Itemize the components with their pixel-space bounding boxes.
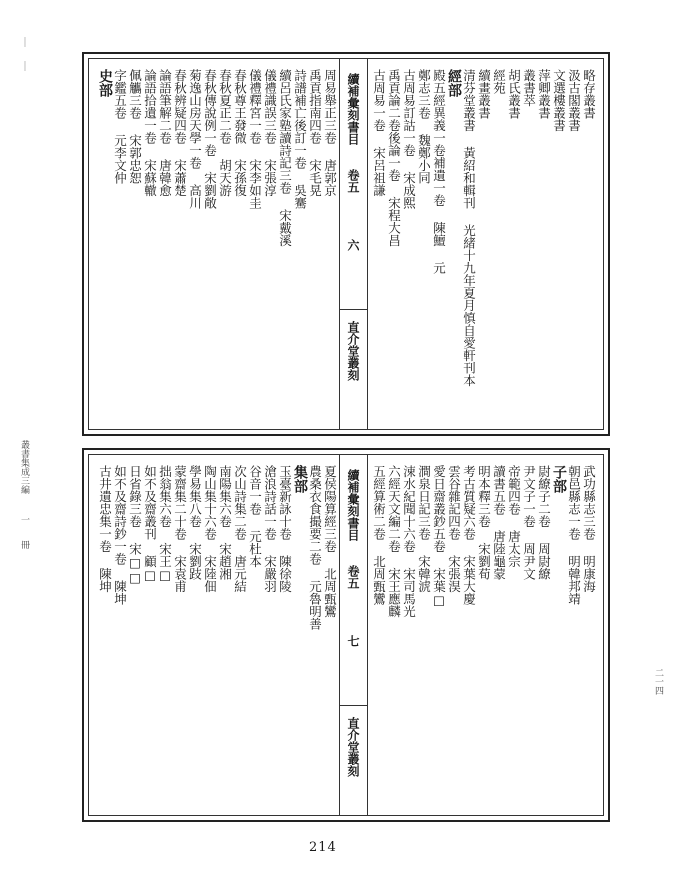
bottom-entry: 六經天文編二卷 宋王應麟	[386, 465, 402, 618]
top-entry: 清芬堂叢書 黃紹和輯刊 光緒十九年夏月慎自愛軒刊本	[461, 69, 477, 387]
lower-leaf-frame	[88, 454, 604, 816]
upper-banner-title: 續補彙刻書目	[346, 73, 360, 145]
top-entry: 萍卿叢書	[536, 69, 552, 119]
page-number: 214	[309, 840, 337, 855]
series-volume: 冊	[19, 540, 29, 549]
top-entry: 經部	[446, 69, 462, 97]
top-entry: 略存叢書	[581, 69, 597, 119]
upper-banner-publisher: 直介堂叢刻	[346, 321, 360, 381]
bottom-entry: 涑水紀聞十六卷 宋司馬光	[401, 465, 417, 618]
upper-banner-volume: 卷五	[346, 169, 360, 193]
bottom-entry: 拙翁集六卷 宋王□	[157, 465, 173, 583]
right-margin-mark: 二一四	[653, 668, 663, 695]
bottom-entry: 日省錄三卷 宋□□	[127, 465, 143, 585]
top-entry: 文選樓叢書	[551, 69, 567, 132]
top-entry: 春秋夏正二卷 胡天游	[217, 69, 233, 197]
top-entry: 古周易一卷 宋呂祖謙	[371, 69, 387, 197]
top-entry: 春秋傳說例一卷 宋劉敞	[202, 69, 218, 209]
top-entry: 胡氏叢書	[506, 69, 522, 119]
top-entry: 詩譜補亡後訂一卷 吳騫	[292, 69, 308, 209]
left-mark-1: ｜	[20, 38, 30, 49]
top-entry: 古周易訂詁一卷 宋成熙	[401, 69, 417, 209]
top-entry: 儀禮識誤三卷 宋張淳	[262, 69, 278, 197]
top-entry: 字鑑五卷 元李文仲	[112, 69, 128, 184]
lower-leaf	[82, 448, 610, 822]
bottom-entry: 讀書五卷 唐陸龜蒙	[491, 465, 507, 580]
bottom-entry: 如不及齋詩鈔一卷 陳坤	[112, 465, 128, 605]
top-entry: 鄭志三卷 魏鄭小同	[416, 69, 432, 184]
lower-banner-volume: 卷五	[346, 565, 360, 589]
lower-banner-divider	[339, 705, 368, 706]
bottom-entry: 明本釋三卷 宋劉荀	[476, 465, 492, 580]
top-entry: 春秋辨疑四卷 宋蕭楚	[172, 69, 188, 197]
top-entry: 論語拾遺一卷 宋蘇轍	[142, 69, 158, 197]
bottom-entry: 朝邑縣志一卷 明韓邦靖	[566, 465, 582, 605]
top-entry: 叢書萃	[521, 69, 537, 107]
bottom-entry: 澗泉日記三卷 宋韓淲	[416, 465, 432, 593]
bottom-entry: 帝範四卷 唐太宗	[506, 465, 522, 568]
series-number: 一	[19, 515, 29, 524]
lower-banner-title: 續補彙刻書目	[346, 469, 360, 541]
upper-leaf	[82, 52, 610, 436]
top-entry: 周易舉正三卷 唐郭京	[322, 69, 338, 197]
bottom-entry: 如不及齋叢刊 顧□	[142, 465, 158, 583]
bottom-entry: 雲谷雜記四卷 宋張淏	[446, 465, 462, 593]
top-entry: 禹貢指南四卷 宋毛晃	[307, 69, 323, 197]
upper-leaf-frame	[88, 58, 604, 430]
bottom-entry: 夏侯陽算經三卷 北周甄鸞	[322, 465, 338, 618]
bottom-entry: 集部	[292, 465, 308, 493]
bottom-entry: 玉臺新詠十卷 陳徐陵	[277, 465, 293, 593]
bottom-entry: 尉繚子二卷 周尉繚	[536, 465, 552, 580]
top-entry: 菊逸山房天學一卷 高川	[187, 69, 203, 209]
bottom-entry: 谷音一卷 元杜本	[247, 465, 263, 568]
lower-fold-line-left	[339, 455, 340, 815]
bottom-entry: 陶山集十六卷 宋陸佃	[202, 465, 218, 593]
bottom-entry: 尹文子一卷 周尹文	[521, 465, 537, 580]
top-entry: 佩觿三卷 宋郭忠恕	[127, 69, 143, 184]
top-entry: 史部	[97, 69, 113, 97]
top-entry: 經苑	[491, 69, 507, 94]
top-entry: 續畫叢書	[476, 69, 492, 119]
bottom-entry: 蒙齋集二十卷 宋袁甫	[172, 465, 188, 593]
bottom-entry: 考古質疑六卷 宋葉大慶	[461, 465, 477, 605]
top-entry: 儀禮釋宮一卷 宋李如圭	[247, 69, 263, 209]
upper-fold-line-right	[367, 59, 368, 429]
lower-banner-folio: 七	[346, 635, 360, 647]
bottom-entry: 子部	[551, 465, 567, 493]
upper-fold-line-left	[339, 59, 340, 429]
bottom-entry: 滄浪詩話一卷 宋嚴羽	[262, 465, 278, 593]
bottom-entry: 愛日齋叢鈔五卷 宋葉□	[431, 465, 447, 608]
bottom-entry: 農桑衣食撮要二卷 元魯明善	[307, 465, 323, 630]
top-entry: 論語筆解二卷 唐韓愈	[157, 69, 173, 197]
top-entry: 汲古閣叢書	[566, 69, 582, 132]
bottom-entry: 學易集八卷 宋劉跂	[187, 465, 203, 580]
top-entry: 續呂氏家塾讀詩記三卷 宋戴溪	[277, 69, 293, 247]
upper-banner-folio: 六	[346, 239, 360, 251]
top-entry: 禹貢論二卷後論一卷 宋程大昌	[386, 69, 402, 247]
bottom-entry: 五經算術二卷 北周甄鸞	[371, 465, 387, 605]
top-entry: 殿五經異義一卷補遺一卷 陳鱣 元	[431, 69, 447, 274]
left-mark-2: ｜	[20, 62, 30, 73]
bottom-entry: 古井遺忠集一卷 陳坤	[97, 465, 113, 593]
lower-fold-line-right	[367, 455, 368, 815]
lower-banner-publisher: 直介堂叢刻	[346, 717, 360, 777]
top-entry: 春秋尊王發微 宋孫復	[232, 69, 248, 197]
bottom-entry: 武功縣志三卷 明康海	[581, 465, 597, 593]
bottom-entry: 次山詩集二卷 唐元結	[232, 465, 248, 593]
series-title: 叢書集成三編	[19, 440, 29, 494]
upper-banner-divider	[339, 309, 368, 310]
bottom-entry: 南陽集六卷 宋趙湘	[217, 465, 233, 580]
